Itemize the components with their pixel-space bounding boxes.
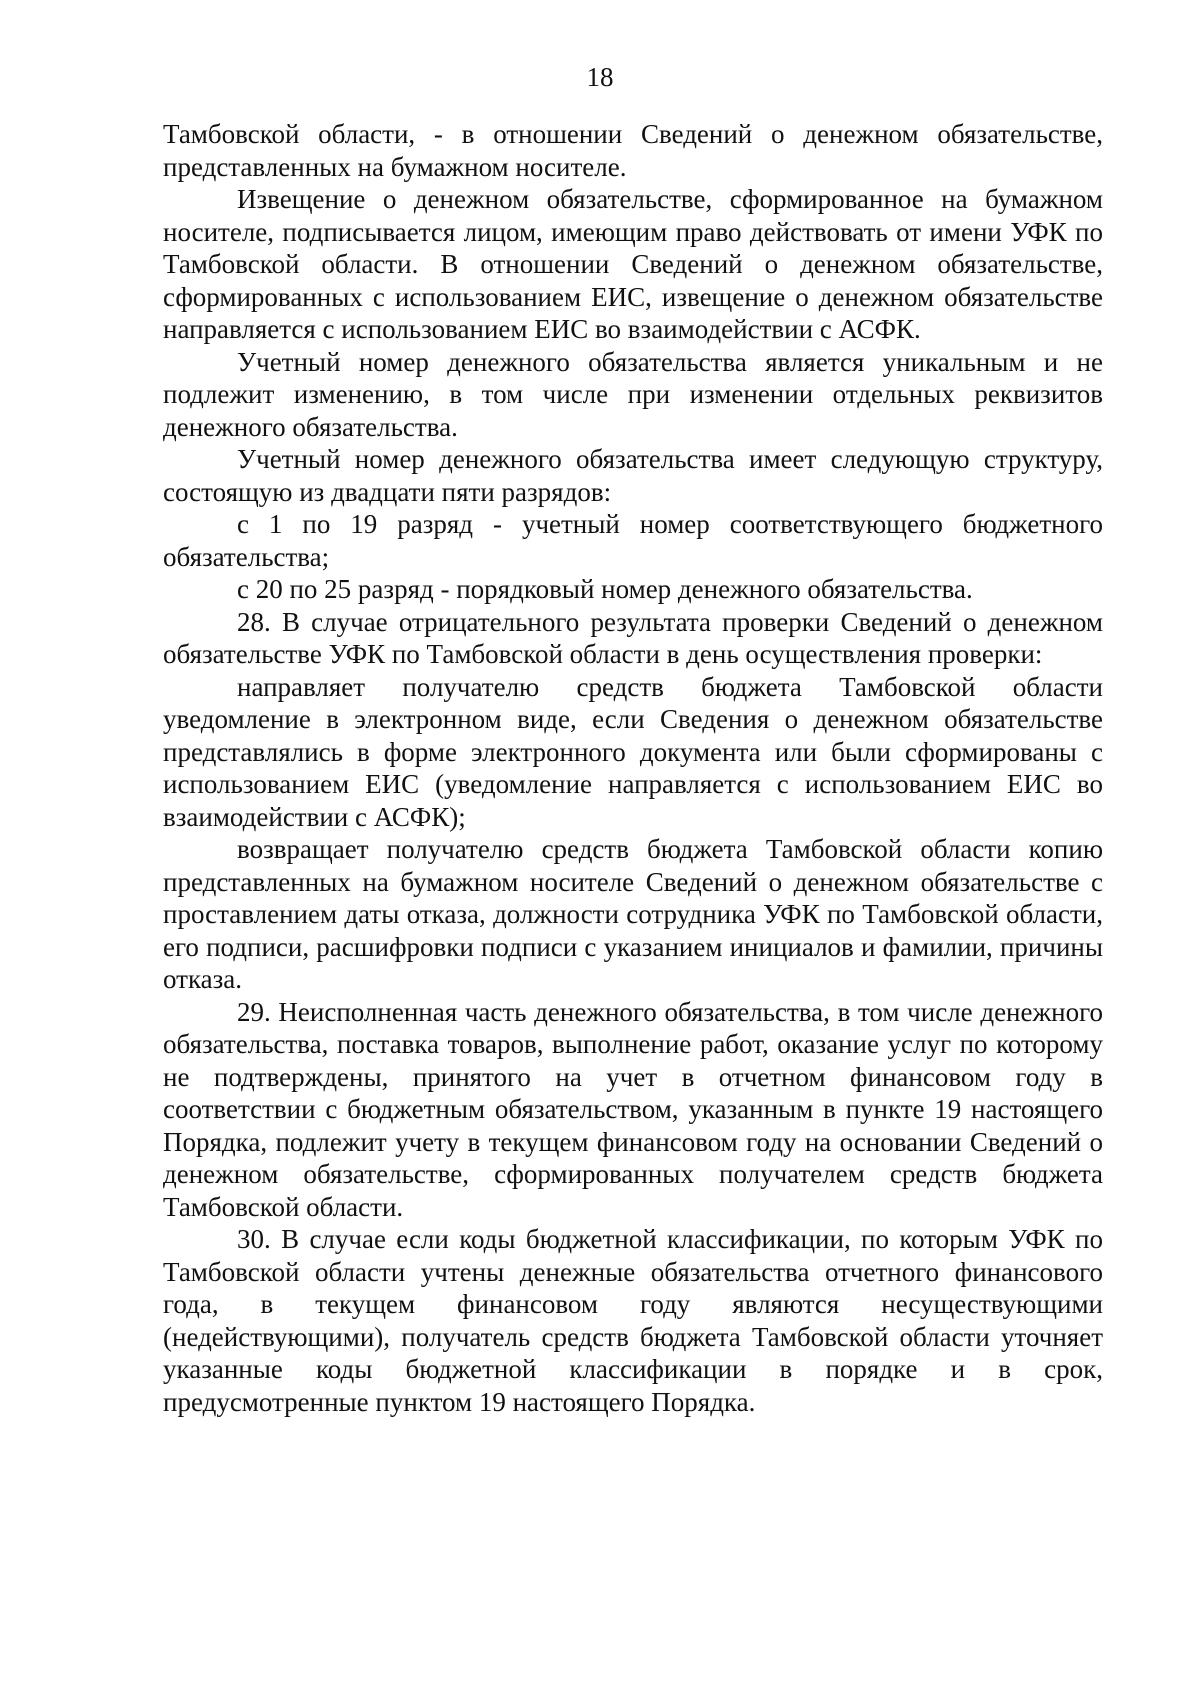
paragraph-account-number-structure: Учетный номер денежного обязательства имеет следующую структуру, состоящую из двадцати пяти разрядов: — [163, 444, 1103, 507]
paragraph-digits-1-19: с 1 по 19 разряд - учетный номер соответствующего бюджетного обязательства; — [163, 509, 1103, 572]
paragraph-item-28: 28. В случае отрицательного результата проверки Сведений о денежном обязательстве УФК по Тамбовской области в день осуществления проверки: — [163, 606, 1103, 669]
paragraph-item-29: 29. Неисполненная часть денежного обязательства, в том числе денежного обязательства, поставка товаров, выполнение работ, оказание услуг по которому не подтверждены, принятого на учет в отчетном финансовом году в соответствии с бюджетным обязательством, указанным в пункте 19 настоящего Порядка, подлежит учету в текущем финансовом году на основании Сведений о денежном обязательстве, сформированных получателем средств бюджета Тамбовской области. — [163, 996, 1103, 1222]
paragraph-notice-signature: Извещение о денежном обязательстве, сформированное на бумажном носителе, подписывается лицом, имеющим право действовать от имени УФК по Тамбовской области. В отношении Сведений о денежном обязательстве, сформированных с использованием ЕИС, извещение о денежном обязательстве направляется с использованием ЕИС во взаимодействии с АСФК. — [163, 184, 1103, 344]
paragraph-item-28-sends-notice: направляет получателю средств бюджета Тамбовской области уведомление в электронном виде, если Сведения о денежном обязательстве представлялись в форме электронного документа или были сформированы с использованием ЕИС (уведомление направляется с использованием ЕИС во взаимодействии с АСФК); — [163, 671, 1103, 832]
document-body — [163, 118, 1103, 1418]
paragraph-digits-20-25: с 20 по 25 разряд - порядковый номер денежного обязательства. — [237, 574, 973, 604]
paragraph-continuation: Тамбовской области, - в отношении Сведений о денежном обязательстве, представленных на бумажном носителе. — [163, 119, 1103, 182]
paragraph-account-number-unique: Учетный номер денежного обязательства является уникальным и не подлежит изменению, в том числе при изменении отдельных реквизитов денежного обязательства. — [163, 346, 1103, 442]
page-number: 18 — [586, 62, 614, 92]
paragraph-item-30: 30. В случае если коды бюджетной классификации, по которым УФК по Тамбовской области учтены денежные обязательства отчетного финансового года, в текущем финансовом году являются несуществующими (недействующими), получатель средств бюджета Тамбовской области уточняет указанные коды бюджетной классификации в порядке и в срок, предусмотренные пунктом 19 настоящего Порядка. — [163, 1224, 1103, 1417]
paragraph-item-28-returns-copy: возвращает получателю средств бюджета Тамбовской области копию представленных на бумажном носителе Сведений о денежном обязательстве с проставлением даты отказа, должности сотрудника УФК по Тамбовской области, его подписи, расшифровки подписи с указанием инициалов и фамилии, причины отказа. — [163, 834, 1103, 994]
